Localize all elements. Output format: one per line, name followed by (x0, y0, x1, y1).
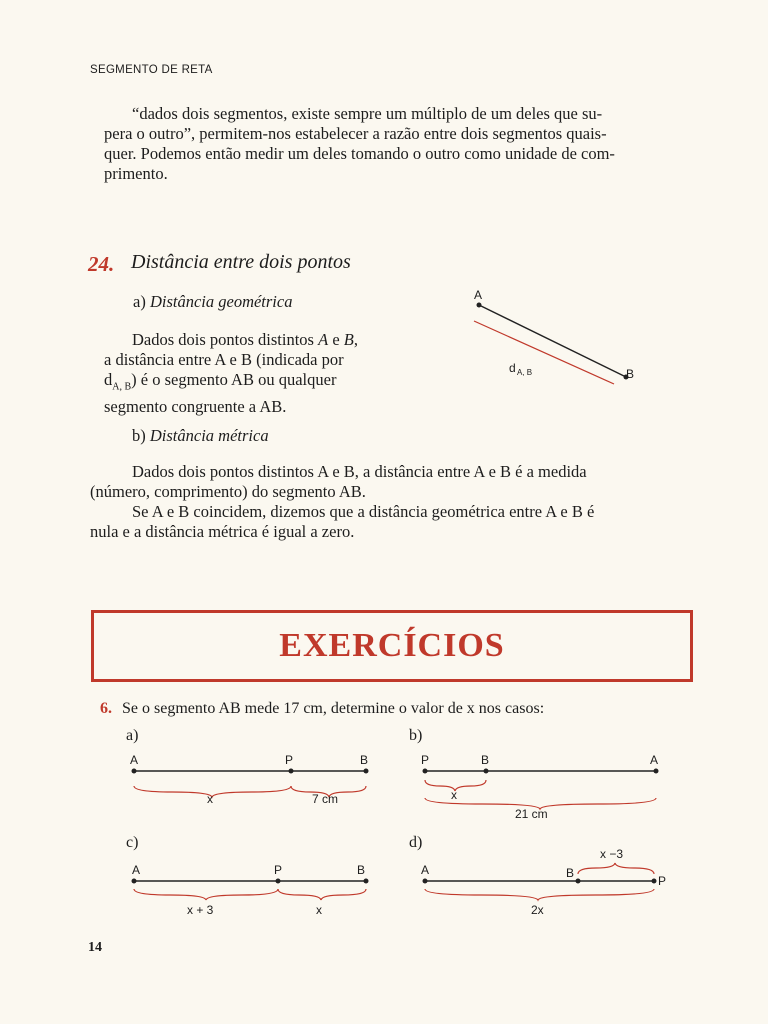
case-a-label-B: B (360, 753, 369, 767)
case-d-brace-top (578, 863, 654, 874)
label-d: d (509, 361, 516, 375)
section-number: 24. (88, 252, 115, 276)
case-b-point-A (654, 769, 659, 774)
subsection-a-label: a) (133, 292, 146, 311)
case-c-x: x (316, 903, 322, 917)
case-b-21cm: 21 cm (515, 807, 548, 821)
a-line-1-e: e (328, 330, 344, 349)
b-line-2: (número, comprimento) do segmento AB. (90, 482, 366, 501)
case-d-label-P: P (658, 874, 667, 888)
case-d-label: d) (409, 834, 423, 851)
case-a-label-A: A (130, 753, 139, 767)
case-d-point-P (652, 879, 657, 884)
case-d-label-A: A (421, 863, 430, 877)
case-c-label-P: P (274, 863, 283, 877)
case-a-figure (130, 753, 369, 806)
point-a (477, 303, 482, 308)
case-d-label-B: B (566, 866, 575, 880)
case-d-bottom: 2x (531, 903, 544, 917)
case-c-point-P (276, 879, 281, 884)
case-c-x3: x + 3 (187, 903, 214, 917)
a-line-3-rest: ) é o segmento AB ou qualquer (131, 370, 337, 389)
exercises-banner (91, 610, 693, 682)
subsection-a-title: Distância geométrica (149, 292, 293, 311)
case-a-point-A (132, 769, 137, 774)
subsection-b-title: Distância métrica (149, 426, 269, 445)
subsection-b-heading (132, 426, 269, 446)
a-line-1-A: A (318, 330, 329, 349)
a-line-1-text: Dados dois pontos distintos (132, 330, 319, 349)
exercise-text: Se o segmento AB mede 17 cm, determine o valor de x nos casos: (122, 700, 545, 717)
intro-line-1: “dados dois segmentos, existe sempre um múltiplo de um deles que su- (132, 104, 603, 123)
exercise-6-prompt (100, 700, 544, 718)
page-number: 14 (88, 940, 102, 955)
case-d-brace-bottom (425, 889, 654, 900)
b-line-3: Se A e B coincidem, dizemos que a distância geométrica entre A e B é (132, 502, 595, 521)
case-d-top: x −3 (600, 847, 624, 861)
case-b-point-P (423, 769, 428, 774)
subsection-b-label: b) (132, 426, 146, 445)
case-c-point-A (132, 879, 137, 884)
case-c-label-A: A (132, 863, 141, 877)
case-a-point-P (289, 769, 294, 774)
a-line-3-d: d (104, 370, 113, 389)
case-c-label: c) (126, 834, 139, 851)
a-line-4: segmento congruente a AB. (104, 397, 287, 417)
intro-line-2: pera o outro”, permitem-nos estabelecer a razão entre dois segmentos quais- (104, 124, 607, 143)
b-line-1: Dados dois pontos distintos A e B, a distância entre A e B é a medida (132, 462, 587, 481)
case-b-point-B (484, 769, 489, 774)
exercise-number: 6. (100, 700, 112, 717)
case-d-point-B (576, 879, 581, 884)
case-d-point-A (423, 879, 428, 884)
a-line-1-end: , (353, 330, 358, 349)
label-a: A (474, 288, 483, 302)
section-title: Distância entre dois pontos (131, 251, 351, 273)
case-c-figure (132, 863, 369, 917)
intro-line-3: quer. Podemos então medir um deles tomando o outro como unidade de com- (104, 144, 615, 163)
case-b-label: b) (409, 727, 423, 744)
subsection-b-text (90, 462, 692, 542)
b-line-4: nula e a distância métrica é igual a zero. (90, 522, 355, 541)
case-a-label: a) (126, 727, 139, 744)
case-a-label-P: P (285, 753, 294, 767)
case-c-label-B: B (357, 863, 366, 877)
case-b-label-A: A (650, 753, 659, 767)
case-b-figure (421, 753, 659, 821)
case-a-point-B (364, 769, 369, 774)
case-b-label-P: P (421, 753, 430, 767)
case-d-figure (421, 847, 666, 917)
distance-figure (474, 288, 634, 384)
a-line-2: a distância entre A e B (indicada por (104, 350, 344, 369)
case-c-brace-x (278, 889, 366, 900)
case-a-7cm: 7 cm (312, 792, 339, 806)
exercises-title: EXERCÍCIOS (279, 627, 505, 664)
a-line-3-sub: A, B (112, 381, 132, 393)
running-header: SEGMENTO DE RETA (90, 64, 213, 76)
case-c-brace-x3 (134, 889, 278, 900)
a-line-1-B: B (343, 330, 354, 349)
segment-ab-line (479, 305, 626, 377)
case-a-x: x (207, 792, 213, 806)
distance-red-line (474, 321, 614, 384)
case-c-point-B (364, 879, 369, 884)
intro-line-4: primento. (104, 164, 168, 183)
case-b-x: x (451, 788, 457, 802)
case-b-label-B: B (481, 753, 490, 767)
label-b: B (626, 367, 635, 381)
label-d-sub: A, B (517, 368, 533, 377)
